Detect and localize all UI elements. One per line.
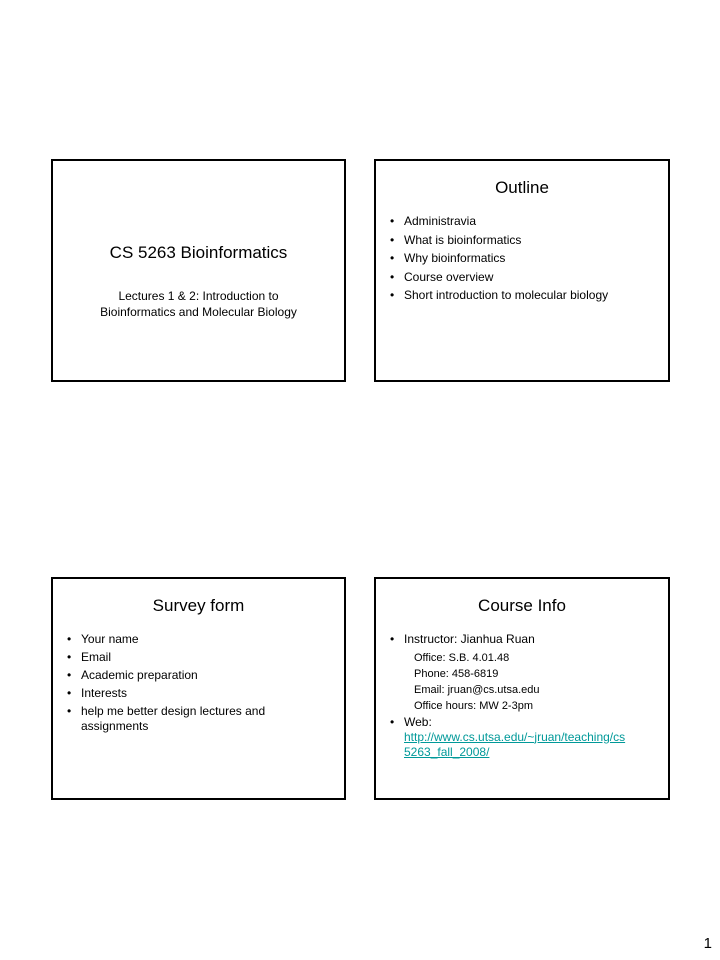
web-item	[390, 715, 658, 760]
slide-survey-form	[51, 577, 346, 800]
slide-course-info	[374, 577, 670, 800]
list-item-line-2: assignments	[81, 719, 149, 733]
list-item: • Interests	[67, 686, 334, 701]
list-item: • Your name	[67, 632, 334, 647]
course-web-link-line-1[interactable]: http://www.cs.utsa.edu/~jruan/teaching/cs	[404, 729, 626, 744]
list-item: • Short introduction to molecular biology	[390, 288, 658, 303]
subtitle-line-2: Bioinformatics and Molecular Biology	[100, 305, 297, 319]
slide-heading: Survey form	[152, 596, 245, 615]
slide-title-card	[51, 159, 346, 382]
survey-list	[67, 632, 334, 737]
slide-outline	[374, 159, 670, 382]
page-number: 1	[703, 935, 712, 952]
course-web-link-line-2[interactable]: 5263_fall_2008/	[404, 744, 490, 759]
list-item: • Administravia	[390, 214, 658, 229]
list-item-line-1: help me better design lectures and	[81, 704, 266, 718]
course-info-list	[390, 632, 658, 763]
web-label: Web:	[404, 714, 432, 729]
list-item: • Academic preparation	[67, 668, 334, 683]
subtitle-line-1: Lectures 1 & 2: Introduction to	[118, 289, 279, 303]
lecture-subtitle	[53, 288, 344, 320]
course-title: CS 5263 Bioinformatics	[109, 243, 288, 262]
list-item: • Course overview	[390, 270, 658, 285]
list-item: • What is bioinformatics	[390, 233, 658, 248]
office-hours-item: Office hours: MW 2-3pm	[414, 699, 533, 712]
slide-heading: Course Info	[478, 596, 566, 615]
office-item: Office: S.B. 4.01.48	[414, 651, 510, 664]
list-item	[67, 704, 334, 734]
outline-list	[390, 214, 658, 307]
list-item: • Why bioinformatics	[390, 251, 658, 266]
email-item: Email: jruan@cs.utsa.edu	[414, 683, 540, 696]
phone-item: Phone: 458-6819	[414, 667, 499, 680]
slide-heading: Outline	[495, 178, 549, 197]
list-item: • Email	[67, 650, 334, 665]
instructor-item: • Instructor: Jianhua Ruan	[390, 632, 658, 647]
